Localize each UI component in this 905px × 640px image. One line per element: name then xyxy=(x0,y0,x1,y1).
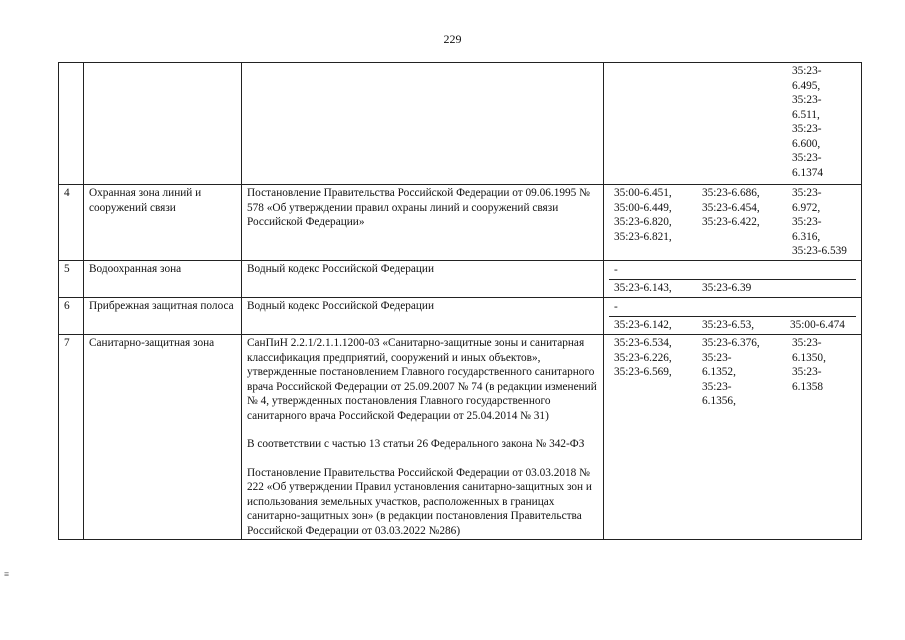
page-number: 229 xyxy=(443,32,462,46)
code-item: 6.972, xyxy=(792,201,821,214)
code-item: 35:23-6.820, xyxy=(614,216,672,228)
zone-name-cell: Прибрежная защитная полоса xyxy=(84,298,242,335)
code-item: 35:23- xyxy=(792,187,822,199)
code-item: 35:23- xyxy=(702,351,732,364)
code-item: 35:23- xyxy=(792,94,822,106)
code-item: 6.1352, xyxy=(702,366,736,378)
codes-subrow: - xyxy=(614,264,618,276)
code-item: 35:23- xyxy=(702,380,732,393)
codes-subrow: - xyxy=(614,301,618,313)
code-item: 35:23-6.686, xyxy=(702,187,760,199)
zones-table xyxy=(58,62,862,540)
zone-name-cell xyxy=(84,63,242,185)
legal-basis-cell xyxy=(242,298,604,335)
legal-basis-text: Водный кодекс Российской Федерации xyxy=(247,300,435,312)
code-item: 6.316, xyxy=(792,230,821,243)
code-item: 6.600, xyxy=(792,137,821,150)
row-number-cell: 6 xyxy=(59,298,84,335)
code-item: 35:23- xyxy=(792,65,822,77)
table-row xyxy=(59,261,862,298)
margin-mark: ≡ xyxy=(4,569,10,579)
legal-basis-text: В соответствии с частью 13 статьи 26 Федерального закона № 342-ФЗ xyxy=(247,438,585,450)
registry-codes-cell xyxy=(604,298,862,335)
codes-subrow xyxy=(609,316,856,334)
code-item: 35:23-6.422, xyxy=(702,216,760,228)
row-number-cell: 7 xyxy=(59,335,84,540)
code-item: 35:23-6.143, xyxy=(614,281,672,294)
row-number-cell xyxy=(59,63,84,185)
legal-basis-text: Водный кодекс Российской Федерации xyxy=(247,263,435,275)
code-item: 35:00-6.474 xyxy=(790,318,845,331)
code-item: 35:23-6.569, xyxy=(614,366,672,378)
table-row xyxy=(59,185,862,261)
code-item: 35:23-6.821, xyxy=(614,230,672,243)
code-item: 35:23-6.376, xyxy=(702,337,760,349)
code-item: 35:23-6.53, xyxy=(702,318,755,331)
code-item: 6.511, xyxy=(792,108,820,121)
legal-basis-text: Постановление Правительства Российской Федерации от 09.06.1995 № 578 «Об утверждении правил охраны линий и сооружений связи Российской Федерации» xyxy=(247,187,590,228)
code-item: 35:23- xyxy=(792,123,822,135)
code-item: 6.1356, xyxy=(702,395,736,407)
code-item: 35:23- xyxy=(792,152,822,164)
code-item: 35:23-6.1358 xyxy=(792,366,824,393)
registry-codes-cell xyxy=(604,63,862,185)
table-row xyxy=(59,335,862,540)
legal-basis-text: СанПиН 2.2.1/2.1.1.1200-03 «Санитарно-защитные зоны и санитарная классификация предприятий, сооружений и иных объектов», утвержденные постановлением Главного государственного санитарного врача Российской Федерации от 25.09.2007 № 74 (в редакции изменений № 4, утвержденных постановления Главного государственного санитарного врача Российской Федерации от 25.04.2014 № 31) xyxy=(247,337,597,422)
row-number-cell: 5 xyxy=(59,261,84,298)
legal-basis-cell xyxy=(242,185,604,261)
code-item: 35:00-6.451, xyxy=(614,187,672,199)
code-item: 35:23-6.539 xyxy=(792,245,847,257)
code-item: 6.1350, xyxy=(792,351,826,364)
zone-name-cell: Санитарно-защитная зона xyxy=(84,335,242,540)
code-item: 6.495, xyxy=(792,79,821,92)
code-item: 35:23- xyxy=(792,337,822,349)
legal-basis-text: Постановление Правительства Российской Федерации от 03.03.2018 № 222 «Об утверждении Правил установления санитарно-защитных зон и использования земельных участков, расположенных в границах санитарно-защитных зон» (в редакции постановления Правительства Российской Федерации от 03.03.2022 №286) xyxy=(247,466,592,537)
zone-name-cell: Водоохранная зона xyxy=(84,261,242,298)
table-row xyxy=(59,298,862,335)
legal-basis-cell xyxy=(242,261,604,298)
code-item: 35:23-6.534, xyxy=(614,337,672,349)
code-item: 35:23- xyxy=(792,216,822,228)
legal-basis-cell xyxy=(242,63,604,185)
code-item: 35:23-6.142, xyxy=(614,318,672,331)
code-item: 35:23-6.454, xyxy=(702,201,760,214)
code-item: 35:23-6.39 xyxy=(702,281,752,294)
row-number-cell: 4 xyxy=(59,185,84,261)
code-item: 35:23-6.226, xyxy=(614,351,672,364)
registry-codes-cell xyxy=(604,185,862,261)
registry-codes-cell xyxy=(604,261,862,298)
zone-name-cell: Охранная зона линий и сооружений связи xyxy=(84,185,242,261)
table-row xyxy=(59,63,862,185)
code-item: 6.1374 xyxy=(792,166,824,179)
code-item: 35:00-6.449, xyxy=(614,201,672,214)
registry-codes-cell xyxy=(604,335,862,540)
codes-subrow xyxy=(609,279,856,297)
legal-basis-cell xyxy=(242,335,604,540)
